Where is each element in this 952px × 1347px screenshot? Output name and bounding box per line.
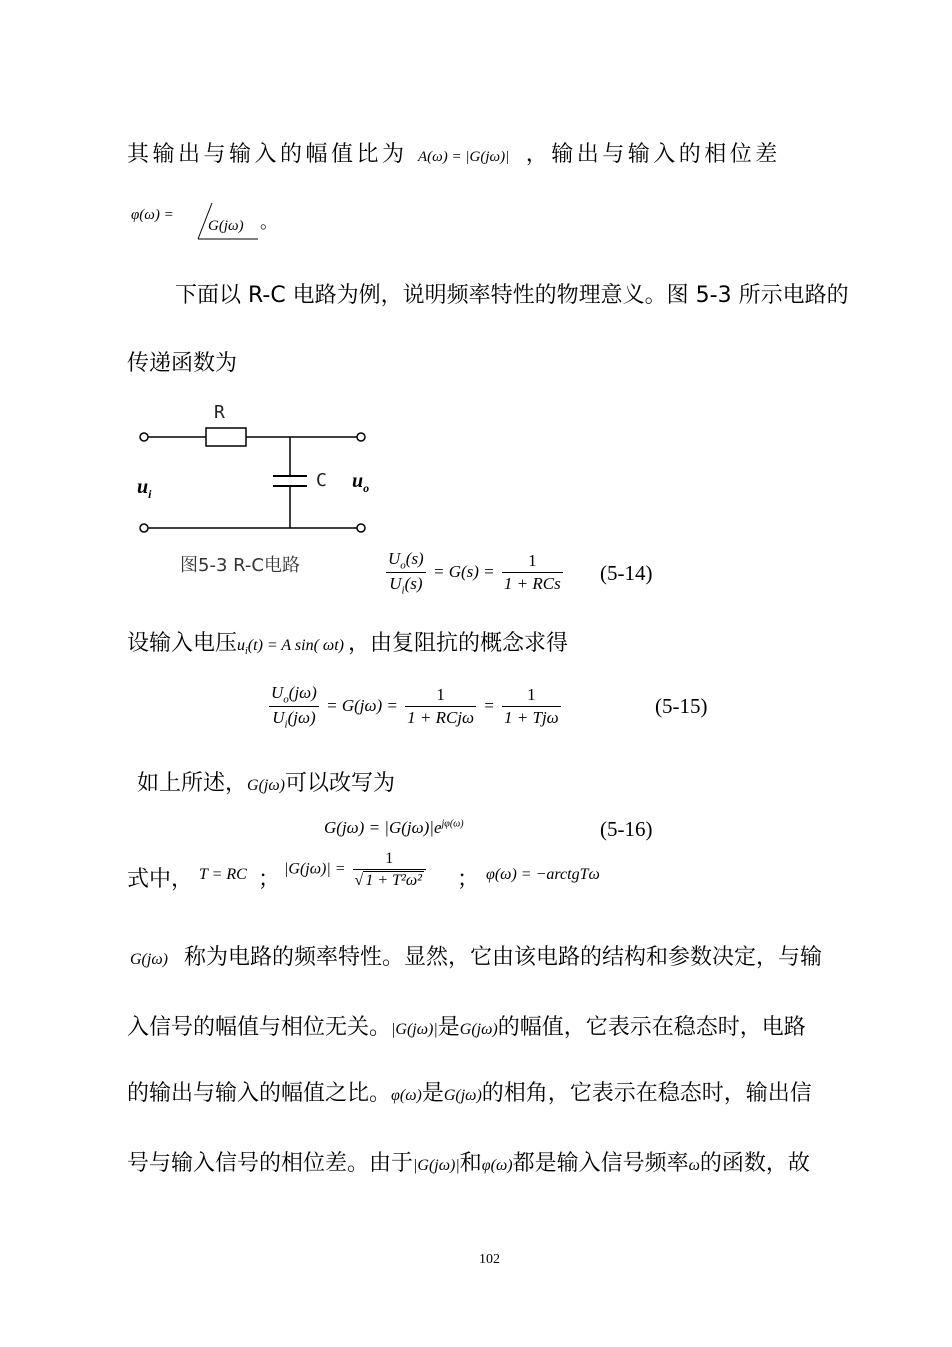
para4-line-4 — [127, 1146, 810, 1177]
input-voltage-formula — [237, 637, 344, 658]
eq14-den-sub: i — [401, 584, 405, 597]
eq14-den-main: U — [389, 574, 402, 594]
eq15-num-arg: (jω) — [288, 683, 317, 702]
resistor-symbol — [206, 428, 246, 446]
input-voltage-label — [137, 476, 151, 502]
eq15-fraction-2 — [502, 685, 561, 728]
input-terminal-bottom — [140, 524, 148, 532]
para1-text-a: 下面以 R-C 电路为例，说明频率特性的物理意义。图 5-3 所示电路的 — [175, 283, 849, 308]
defs-separator-1: ； — [258, 867, 281, 892]
eq14-middle: = G(s) = — [432, 561, 495, 581]
para4-l4-d: 的函数，故 — [699, 1151, 810, 1176]
input-terminal-top — [140, 433, 148, 441]
abs-den: 1 + T²ω² — [365, 872, 422, 889]
magnitude-definition — [284, 850, 429, 890]
eq15-den-main: U — [272, 708, 285, 728]
para2-f-main: u — [237, 637, 246, 654]
output-terminal-bottom — [357, 524, 365, 532]
para4-l1-text: 称为电路的频率特性。显然，它由该电路的结构和参数决定，与输 — [183, 945, 822, 970]
rc-circuit-diagram — [130, 400, 380, 540]
eq16-exponent: jφ(ω) — [441, 818, 464, 830]
para2-f-sub: i — [245, 646, 248, 658]
para4-l2-c: 的幅值，它表示在稳态时，电路 — [497, 1015, 806, 1040]
eq14-rhs-num: 1 — [502, 551, 563, 573]
para2-line — [127, 626, 568, 657]
para4-line-3 — [127, 1076, 812, 1107]
uo-sub: o — [363, 481, 370, 495]
para4-l4-f3: ω — [688, 1157, 700, 1174]
capacitor-label: C — [316, 470, 327, 491]
ui-sub: i — [148, 487, 152, 501]
para3-text-a: 如上所述， — [137, 771, 248, 796]
defs-label: 式中， — [127, 867, 194, 892]
eq15-equals: = — [483, 695, 495, 715]
ui-main: u — [137, 476, 149, 498]
line1-text-b: ，输出与输入的相位差 — [525, 142, 781, 167]
eq14-lhs-fraction — [386, 549, 426, 597]
line2-period: 。 — [260, 212, 278, 233]
phase-definition: φ(ω) = −arctgTω — [486, 866, 600, 883]
para4-l2-b: 是 — [437, 1015, 460, 1040]
para4-l2-f2: G(jω) — [459, 1021, 498, 1038]
eq15-middle: = G(jω) = — [326, 695, 398, 715]
eq15-f2-den: 1 + Tjω — [504, 708, 559, 728]
text-line-1 — [127, 137, 781, 168]
para4-l1-formula: G(jω) — [130, 951, 168, 968]
output-terminal-top — [357, 433, 365, 441]
eq15-fraction-1 — [405, 685, 476, 728]
abs-num: 1 — [353, 850, 426, 870]
eq15-f1-num: 1 — [405, 685, 476, 707]
figure-caption: 图5-3 R-C电路 — [180, 555, 300, 576]
para4-l3-f2: G(jω) — [443, 1087, 482, 1104]
para4-l4-b: 和 — [459, 1151, 482, 1176]
abs-lhs: |G(jω)| = — [284, 860, 346, 878]
para4-line-2 — [127, 1010, 806, 1041]
para4-l4-f1: |G(jω)| — [413, 1157, 460, 1174]
eq14-num-sub: o — [400, 559, 406, 572]
para1-line-a — [175, 278, 849, 309]
para2-text-b: ，由复阻抗的概念求得 — [347, 631, 568, 656]
para4-line-1 — [130, 940, 822, 971]
output-voltage-label — [352, 470, 369, 496]
uo-main: u — [352, 470, 364, 492]
para4-l2-f1: |G(jω)| — [391, 1021, 438, 1038]
equation-5-14 — [383, 549, 566, 597]
para4-l4-f2: φ(ω) — [481, 1157, 513, 1174]
amplitude-formula: A(ω) = |G(jω)| — [418, 149, 510, 165]
para4-l3-c: 的相角，它表示在稳态时，输出信 — [481, 1081, 812, 1106]
eq14-den-arg: (s) — [404, 574, 423, 594]
para2-text-a: 设输入电压 — [127, 631, 238, 656]
line1-text-a: 其输出与输入的幅值比为 — [127, 142, 408, 167]
magnitude-fraction: $\frac{1}{\text{√ 1 + T²ω²}}$ — [353, 850, 426, 890]
equation-label-5-16: (5-16) — [600, 817, 653, 841]
para4-l2-a: 入信号的幅值与相位无关。 — [127, 1015, 392, 1040]
equation-5-16 — [324, 818, 464, 838]
para4-l4-a: 号与输入信号的相位差。由于 — [127, 1151, 414, 1176]
page-number: 102 — [479, 1252, 500, 1267]
para4-l3-b: 是 — [421, 1081, 444, 1106]
eq14-rhs-den: 1 + RCs — [503, 574, 561, 594]
equation-label-5-15: (5-15) — [655, 694, 708, 718]
para2-f-rest: (t) = A sin( ωt) — [247, 637, 344, 654]
angle-argument: G(jω) — [208, 218, 244, 234]
eq15-lhs-fraction — [269, 683, 319, 731]
para4-l3-a: 的输出与输入的幅值之比。 — [127, 1081, 392, 1106]
para3-text-b: 可以改写为 — [284, 771, 395, 796]
eq14-num-arg: (s) — [405, 549, 424, 568]
phase-lhs: φ(ω) = — [131, 207, 174, 223]
phase-formula — [131, 207, 174, 224]
para4-l3-f1: φ(ω) — [391, 1087, 422, 1104]
eq14-rhs-fraction — [502, 551, 563, 594]
t-definition: T = RC — [199, 866, 247, 883]
eq15-den-sub: i — [284, 718, 288, 731]
para3-formula: G(jω) — [247, 777, 285, 794]
eq15-den-arg: (jω) — [287, 708, 316, 728]
eq15-f1-den: 1 + RCjω — [407, 708, 475, 728]
defs-separator-2: ； — [457, 867, 480, 892]
equation-label-5-14: (5-14) — [600, 561, 653, 585]
para3-line — [137, 766, 395, 797]
eq16-lhs: G(jω) = |G(jω)|e — [324, 818, 442, 837]
eq15-f2-num: 1 — [502, 685, 561, 707]
para1-line-b: 传递函数为 — [127, 351, 238, 376]
eq14-num-main: U — [388, 549, 401, 568]
eq15-num-sub: o — [283, 693, 289, 706]
resistor-label: R — [214, 402, 225, 423]
equation-5-15 — [266, 683, 564, 731]
para4-l4-c: 都是输入信号频率 — [512, 1151, 689, 1176]
eq15-num-main: U — [271, 683, 284, 702]
